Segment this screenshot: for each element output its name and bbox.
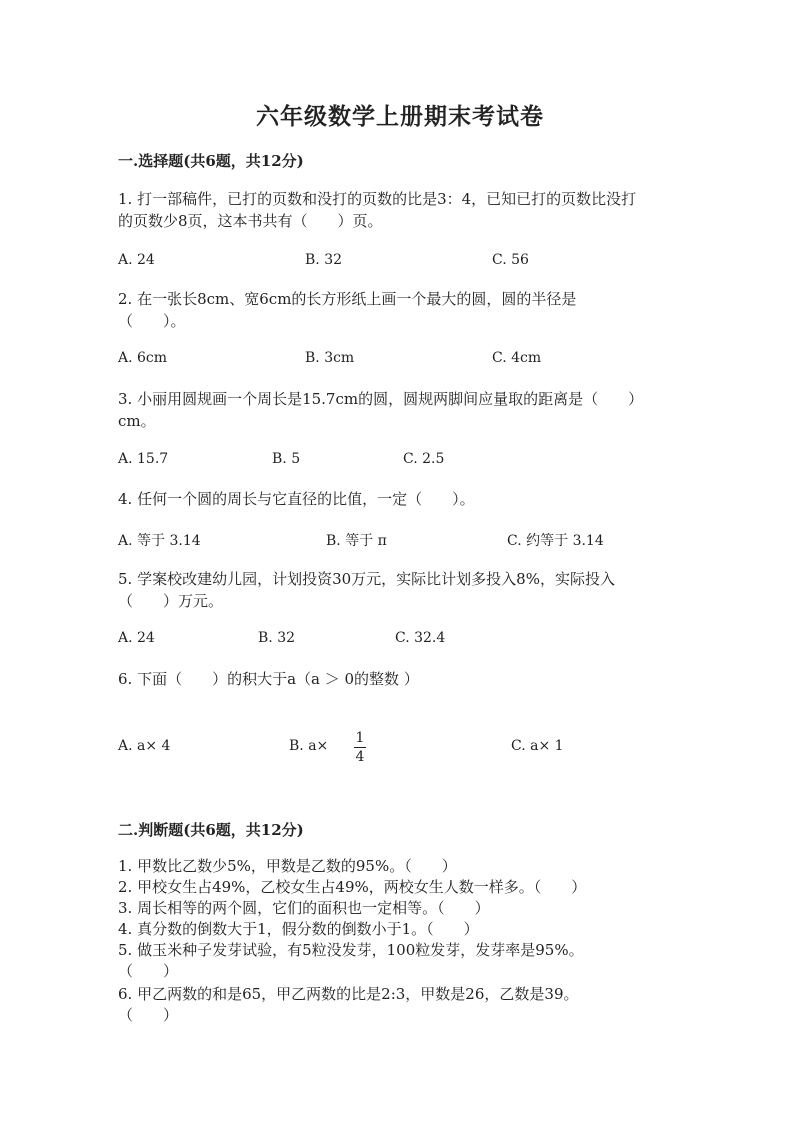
question-2-option-a: A. 6cm	[118, 350, 168, 366]
question-6-option-a: A. a× 4	[118, 738, 171, 754]
fraction-one-quarter	[354, 730, 366, 765]
judgement-line-3: 3. 周长相等的两个圆，它们的面积也一定相等。（ ）	[118, 899, 490, 917]
judgement-line-6-blank: （ ）	[118, 1006, 179, 1024]
question-2-line-2: （ ）。	[118, 312, 186, 330]
question-4-line-1: 4. 任何一个圆的周长与它直径的比值，一定（ ）。	[118, 490, 475, 508]
question-6-option-c: C. a× 1	[511, 738, 564, 754]
judgement-line-6: 6. 甲乙两数的和是65，甲乙两数的比是2:3，甲数是26，乙数是39。	[118, 985, 579, 1003]
question-2-option-b: B. 3cm	[305, 350, 355, 366]
question-5-option-c: C. 32.4	[395, 630, 446, 646]
fraction-numerator: 1	[355, 730, 365, 746]
question-1-option-c: C. 56	[492, 252, 529, 268]
question-5-option-b: B. 32	[258, 630, 296, 646]
judgement-line-4: 4. 真分数的倒数大于1，假分数的倒数小于1。（ ）	[118, 920, 479, 938]
question-4-option-b: B. 等于 π	[326, 533, 387, 549]
question-3-line-2: cm。	[118, 412, 156, 430]
question-1-option-b: B. 32	[305, 252, 343, 268]
question-3-line-1: 3. 小丽用圆规画一个周长是15.7cm的圆，圆规两脚间应量取的距离是（ ）	[118, 390, 644, 408]
question-5-line-1: 5. 学案校改建幼儿园，计划投资30万元，实际比计划多投入8%，实际投入	[118, 570, 615, 588]
question-3-option-a: A. 15.7	[118, 451, 169, 467]
section-heading-choice: 一.选择题(共6题，共12分)	[118, 152, 304, 170]
question-6-line-1: 6. 下面（ ）的积大于a（a ＞ 0的整数 ）	[118, 670, 419, 688]
judgement-line-5-blank: （ ）	[118, 962, 179, 980]
question-3-option-b: B. 5	[272, 451, 301, 467]
question-1-line-1: 1. 打一部稿件，已打的页数和没打的页数的比是3：4，已知已打的页数比没打	[118, 190, 637, 208]
question-5-option-a: A. 24	[118, 630, 155, 646]
judgement-line-5: 5. 做玉米种子发芽试验，有5粒没发芽，100粒发芽，发芽率是95%。	[118, 941, 584, 959]
question-5-line-2: （ ）万元。	[118, 592, 224, 610]
fraction-denominator: 4	[355, 749, 365, 765]
fraction-bar	[354, 747, 366, 748]
question-1-option-a: A. 24	[118, 252, 155, 268]
question-4-option-c: C. 约等于 3.14	[507, 533, 604, 549]
question-3-option-c: C. 2.5	[403, 451, 445, 467]
section-heading-judgement: 二.判断题(共6题，共12分)	[118, 821, 304, 839]
question-1-line-2: 的页数少8页，这本书共有（ ）页。	[118, 212, 383, 230]
judgement-line-2: 2. 甲校女生占49%，乙校女生占49%，两校女生人数一样多。（ ）	[118, 878, 587, 896]
question-6-option-b: B. a×	[289, 738, 329, 754]
judgement-line-1: 1. 甲数比乙数少5%，甲数是乙数的95%。（ ）	[118, 857, 457, 875]
question-2-line-1: 2. 在一张长8cm、宽6cm的长方形纸上画一个最大的圆，圆的半径是	[118, 290, 577, 308]
page-title: 六年级数学上册期末考试卷	[256, 103, 544, 130]
question-2-option-c: C. 4cm	[492, 350, 542, 366]
question-4-option-a: A. 等于 3.14	[118, 533, 201, 549]
